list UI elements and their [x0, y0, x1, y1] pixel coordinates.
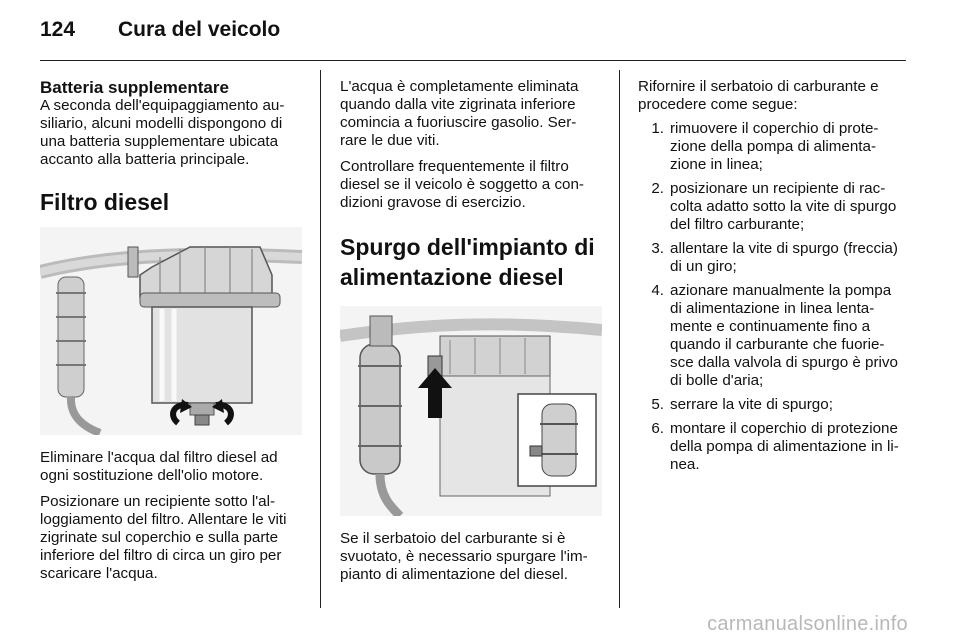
diesel-filter-illustration — [40, 227, 302, 435]
column-divider — [619, 70, 620, 608]
chapter-title: Cura del veicolo — [118, 18, 281, 41]
list-item: 5. serrare la vite di spurgo; — [651, 396, 833, 413]
column-left — [40, 78, 302, 591]
watermark: carmanualsonline.info — [707, 613, 908, 635]
page-number: 124 — [40, 18, 76, 41]
page-header — [40, 18, 280, 48]
filter-drain-text: Posizionare un recipiente sotto l'al-loggiamento del filtro. Allentare le viti zigrinate sul coperchio e sulla parte inferiore del filtro di circa un giro per scaricare l'acqua. — [40, 493, 287, 582]
column-right — [638, 78, 904, 480]
battery-subheading: Batteria supplementare — [40, 78, 229, 97]
battery-text: A seconda dell'equipaggiamento au-siliario, alcuni modelli dispongono di una batteria supplementare ubicata accanto alla batteria principale. — [40, 97, 285, 168]
water-eliminated-text: L'acqua è completamente eliminata quando dalla vite zigrinata inferiore comincia a fuoriuscire gasolio. Ser-rare le due viti. — [340, 78, 579, 149]
fuel-pump-bleed-illustration — [340, 306, 602, 516]
diesel-filter-heading: Filtro diesel — [40, 189, 170, 215]
list-item: 3. allentare la vite di spurgo (freccia) di un giro; — [651, 240, 898, 275]
column-divider — [320, 70, 321, 608]
check-filter-text: Controllare frequentemente il filtro diesel se il veicolo è soggetto a con-dizioni gravose di esercizio. — [340, 158, 584, 211]
list-item: 2. posizionare un recipiente di rac-colta adatto sotto la vite di spurgo del filtro carburante; — [651, 180, 897, 233]
column-middle — [340, 78, 602, 592]
procedure-steps — [638, 120, 904, 474]
header-rule — [40, 60, 906, 61]
list-item: 4. azionare manualmente la pompa di alimentazione in linea lenta-mente e continuamente fino a quando il carburante che fuorie-sce dalla valvola di spurgo è privo di bolle d'aria; — [651, 282, 898, 389]
empty-tank-text: Se il serbatoio del carburante si è svuotato, è necessario spurgare l'im-pianto di alimentazione del diesel. — [340, 530, 588, 583]
bleed-system-heading: Spurgo dell'impianto di alimentazione diesel — [340, 234, 595, 290]
filter-water-text: Eliminare l'acqua dal filtro diesel ad ogni sostituzione dell'olio motore. — [40, 449, 278, 484]
procedure-intro: Rifornire il serbatoio di carburante e procedere come segue: — [638, 78, 879, 113]
list-item: 6. montare il coperchio di protezione della pompa di alimentazione in li-nea. — [651, 420, 899, 473]
list-item: 1. rimuovere il coperchio di prote-zione della pompa di alimenta-zione in linea; — [651, 120, 879, 173]
